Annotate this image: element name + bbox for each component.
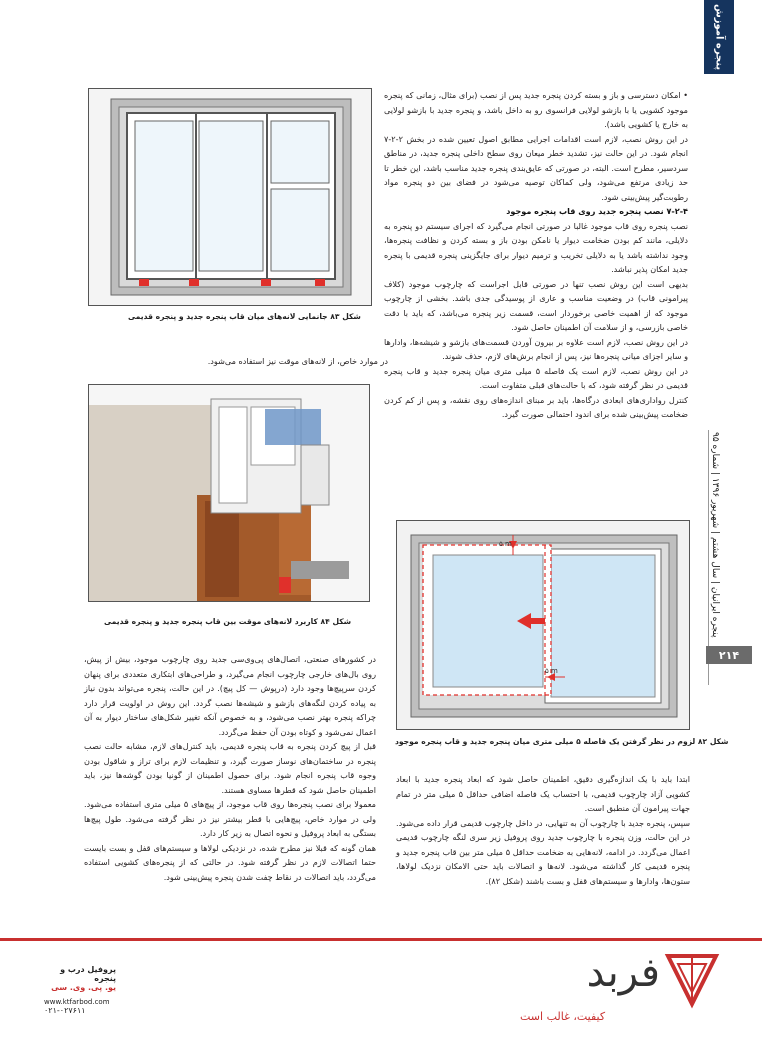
section-tab-label: پنجره آموزش bbox=[713, 3, 725, 71]
figure-83 bbox=[88, 88, 372, 306]
section-tab bbox=[704, 0, 734, 74]
website: www.ktfarbod.com bbox=[44, 998, 110, 1006]
gap-label-bottom: ۵ m bbox=[545, 667, 558, 675]
paragraph: قبل از پیچ کردن پنجره به قاب پنجره قدیمی، باید کنترل‌های لازم، مشابه حالت نصب پنجره در ساختمان‌های نوساز صورت گیرد، و تنظیمات لازم برای تراز و شاقول بودن وجوه قاب پنجره انجام شود. برای حصول اطمینان از گونیا بودن گوشه‌ها نیز، باید اطمینان حاصل شود که قطرها مساوی هستند. bbox=[84, 741, 376, 795]
paragraph: معمولا برای نصب پنجره‌ها روی قاب موجود، از پیچ‌های ۵ میلی متری استفاده می‌شود. ولی در موارد خاص، پیچ‌هایی با قطر بیشتر نیز در نظر گرفته می‌شود. طول پیچ‌ها بستگی به ابعاد پروفیل و نحوه اتصال به زیر کار دارد. bbox=[84, 799, 376, 838]
paragraph: در کشورهای صنعتی، اتصال‌های پی‌وی‌سی جدید روی چارچوب موجود، بیش از پیش، روی بال‌های خارجی چارچوب انجام می‌گیرد، و طراحی‌های ابتکاری متعددی برای پنهان کردن سرپیچ‌ها وجود دارد (درپوش — کل پیچ). در این حالت، پنجره می‌تواند بدون نیاز به پیاده کردن لنگه‌های بازشو و شیشه‌ها نصب گردد. این روش در اولویت قرار دارد چراکه پنجره بهتر نصب می‌شود، و به خصوص آنکه تغییر شکل‌های ساختار دیوار به آن اعمال نمی‌شود و کوتاه بودن آن حفظ می‌گردد. bbox=[84, 654, 376, 737]
ad-subtitle: یو. پی. وی. سی bbox=[51, 983, 116, 992]
right-column-bottom bbox=[396, 772, 690, 888]
paragraph: ابتدا باید با یک اندازه‌گیری دقیق، اطمینان حاصل شود که ابعاد پنجره جدید با ابعاد کشویی آزاد چارچوب قدیمی، با احتساب یک فاصله اضافی حداقل ۵ میلی متر در تمام جهات پیرامون آن منطبق است. bbox=[396, 774, 690, 813]
tagline: کیفیت، غالب است bbox=[520, 1010, 606, 1023]
paragraph: در این روش نصب، لازم است یک فاصله ۵ میلی متری میان پنجره جدید و قاب پنجره قدیمی در نظر گرفته شود، که با حالت‌های قبلی متفاوت است. bbox=[384, 365, 688, 390]
section-heading: ۷-۲-۴ نصب پنجره جدید روی قاب پنجره موجود bbox=[506, 206, 688, 216]
figure-82 bbox=[396, 520, 690, 730]
paragraph: در این روش نصب، لازم است علاوه بر بیرون آوردن قسمت‌های بازشو و شیشه‌ها، وادارها و سایر اجزای میانی پنجره‌ها نیز، پس از انجام برش‌های لازم، حذف شوند. bbox=[384, 336, 688, 361]
paragraph: کنترل رواداری‌های ابعادی درگاه‌ها، باید بر مبنای اندازه‌های روی نقشه، و پس از کم کردن ضخامت پیش‌بینی شده برای اندود احتمالی صورت گیرد. bbox=[384, 394, 688, 419]
paragraph: سپس، پنجره جدید با چارچوب آن به تنهایی، در داخل چارچوب قدیمی قرار داده می‌شود. در این حالت، وزن پنجره با چارچوب جدید روی پروفیل زیر سری لنگه چارچوب قدیمی اعمال می‌گردد. در ادامه، لانه‌هایی به ضخامت حداقل ۵ میلی متر بین قاب پنجره جدید و پنجره قدیمی کار گذاشته می‌شود. لانه‌ها و اتصالات باید حتی الامکان نزدیک لولاها، ستون‌ها، وادارها و سیستم‌های قفل و بست باشند (شکل ۸۲). bbox=[396, 817, 690, 886]
issue-line: پنجره ایرانیان | سال هشتم | شهریور ۱۳۹۶ | شماره ۹۵ bbox=[710, 432, 720, 638]
footer-divider bbox=[0, 938, 762, 941]
figure-83-caption: شکل ۸۳ جانمایی لانه‌های میان قاب پنجره جدید و پنجره قدیمی bbox=[128, 312, 361, 321]
figure-84 bbox=[88, 384, 370, 602]
figure-84-caption: شکل ۸۴ کاربرد لانه‌های موقت بین قاب پنجره جدید و پنجره قدیمی bbox=[104, 617, 352, 626]
figure-83-note: در موارد خاص، از لانه‌های موقت نیز استفاده می‌شود. bbox=[207, 356, 388, 366]
ad-block bbox=[44, 965, 116, 1015]
phone: ۰۲۱-۰۲۷۶۱۱ bbox=[44, 1006, 86, 1015]
gap-label-top: ۵ m bbox=[499, 540, 512, 548]
paragraph: نصب پنجره روی قاب موجود غالبا در صورتی انجام می‌گیرد که اجرای سیستم دو پنجره به دلایلی، مانند کم بودن ضخامت دیوار یا نامکن بودن باز و بسته کردن و نظافت پنجره‌ها، وجود نداشته باشد یا به دلایلی تخریب و ترمیم دیوار برای جایگزینی پنجره قدیمی با پنجره جدید امکان پذیر نباشد. bbox=[384, 220, 688, 274]
figure-82-drawing bbox=[397, 521, 690, 730]
paragraph: در این روش نصب، لازم است اقدامات اجرایی مطابق اصول تعیین شده در بخش ۲-۲-۷ انجام شود. در این حالت نیز، تشدید خطر میعان روی سطح داخلی پنجره جدید، در مناطق سردسیر، مطرح است. البته، در صورتی که عایق‌بندی پنجره جدید مناسب باشد، این خطر تا حد زیادی مرتفع می‌شود، ولی کماکان توصیه می‌شود در فضای بین دو پنجره مواد رطوبت‌گیر پیش‌بینی شود. bbox=[384, 133, 688, 202]
right-column-top bbox=[384, 88, 688, 422]
paragraph: همان گونه که قبلا نیز مطرح شده، در نزدیکی لولاها و سیستم‌های قفل و بست بایست حتما اتصالات لازم در نظر گرفته شود. در حالتی که از پنجره‌های کشویی استفاده می‌گردد، باید اتصالات در نقاط چفت شدن پنجره پیش‌بینی شود. bbox=[84, 842, 376, 882]
page-number: ۲۱۴ bbox=[706, 646, 752, 664]
figure-82-caption: شکل ۸۲ لزوم در نظر گرفتن یک فاصله ۵ میلی متری میان پنجره جدید و قاب پنجره موجود bbox=[395, 737, 729, 746]
paragraph: • امکان دسترسی و باز و بسته کردن پنجره جدید پس از نصب (برای مثال، زمانی که پنجره موجود کشویی یا با بازشو لولایی فرانسوی رو به داخل باشد، و پنجره جدید با بازشو لولایی به خارج یا کشویی باشد). bbox=[384, 90, 688, 129]
brand-name: فربد bbox=[586, 950, 660, 996]
paragraph: بدیهی است این روش نصب تنها در صورتی قابل اجراست که چارچوب موجود (کلاف پیرامونی قاب) در وضعیت مناسب و عاری از پوسیدگی جدی باشد. بخشی از چارچوب موجود که از اهمیت خاصی برخوردار است، قسمت زیر پنجره می‌باشد، که باید با دقت خاصی بازرسی، و از سلامت آن اطمینان حاصل شود. bbox=[384, 278, 688, 332]
ad-title: پروفیل درب و پنجره bbox=[60, 965, 116, 983]
left-column-bottom bbox=[84, 652, 376, 884]
figure-83-drawing bbox=[89, 89, 372, 306]
figure-84-drawing bbox=[89, 385, 370, 602]
